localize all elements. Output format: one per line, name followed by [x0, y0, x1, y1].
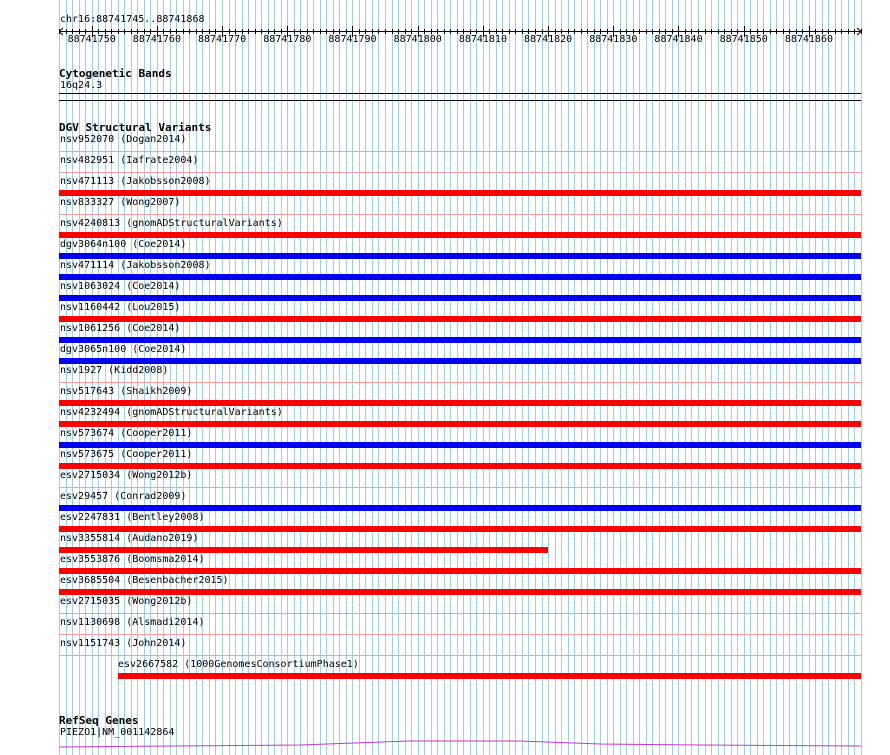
ruler-tick-label: 88741840: [654, 34, 703, 45]
dgv-feature-bar[interactable]: [59, 316, 861, 322]
dgv-feature-label[interactable]: esv2715034 (Wong2012b): [60, 470, 193, 481]
ruler-tick-label: 88741770: [198, 34, 247, 45]
ruler-tick-label: 88741780: [263, 34, 312, 45]
ruler-tick-label: 88741760: [132, 34, 181, 45]
refseq-track-title: RefSeq Genes: [59, 714, 139, 727]
dgv-feature-bar[interactable]: [59, 232, 861, 238]
dgv-feature-bar[interactable]: [59, 421, 861, 427]
dgv-feature-label[interactable]: nsv1160442 (Lou2015): [60, 302, 181, 313]
dgv-feature-label[interactable]: nsv833327 (Wong2007): [60, 197, 181, 208]
ruler-tick-label: 88741850: [719, 34, 768, 45]
dgv-feature-label[interactable]: nsv482951 (Iafrate2004): [60, 155, 199, 166]
dgv-feature-label[interactable]: nsv4240813 (gnomADStructuralVariants): [60, 218, 283, 229]
ruler-tick-label: 88741810: [458, 34, 507, 45]
dgv-feature-label[interactable]: nsv952070 (Dogan2014): [60, 134, 187, 145]
dgv-feature-bar[interactable]: [59, 526, 861, 532]
dgv-feature-bar[interactable]: [59, 547, 548, 553]
ruler-tick-label: 88741800: [393, 34, 442, 45]
dgv-feature-bar[interactable]: [59, 337, 861, 343]
dgv-feature-label[interactable]: nsv573675 (Cooper2011): [60, 449, 193, 460]
dgv-feature-label[interactable]: dgv3064n100 (Coe2014): [60, 239, 187, 250]
dgv-feature-label[interactable]: nsv1151743 (John2014): [60, 638, 187, 649]
dgv-feature-label[interactable]: esv2715035 (Wong2012b): [60, 596, 193, 607]
dgv-feature-label[interactable]: esv2247831 (Bentley2008): [60, 512, 205, 523]
dgv-feature-label[interactable]: nsv3355814 (Audano2019): [60, 533, 199, 544]
dgv-feature-bar[interactable]: [59, 295, 861, 301]
dgv-feature-bar[interactable]: [59, 568, 861, 574]
dgv-feature-label[interactable]: esv3553876 (Boomsma2014): [60, 554, 205, 565]
ruler-tick-label: 88741860: [784, 34, 833, 45]
dgv-feature-label[interactable]: dgv3065n100 (Coe2014): [60, 344, 187, 355]
dgv-feature-label[interactable]: esv3685504 (Besenbacher2015): [60, 575, 229, 586]
dgv-feature-bar[interactable]: [59, 190, 861, 196]
dgv-feature-bar[interactable]: [59, 400, 861, 406]
dgv-feature-label[interactable]: nsv1063024 (Coe2014): [60, 281, 181, 292]
ruler-tick-label: 88741820: [524, 34, 573, 45]
ruler-arrow-left: [857, 28, 861, 32]
cytoband-track-title: Cytogenetic Bands: [59, 67, 172, 80]
dgv-track-title: DGV Structural Variants: [59, 121, 212, 134]
dgv-feature-bar[interactable]: [59, 463, 861, 469]
dgv-feature-label[interactable]: nsv1130698 (Alsmadi2014): [60, 617, 205, 628]
dgv-feature-bar[interactable]: [59, 274, 861, 280]
dgv-feature-bar[interactable]: [118, 673, 861, 679]
ruler-arrow-right: [857, 32, 861, 36]
ruler-tick-label: 88741830: [589, 34, 638, 45]
dgv-feature-bar[interactable]: [59, 442, 861, 448]
refseq-gene-label[interactable]: PIEZO1|NM_001142864: [60, 727, 175, 738]
dgv-feature-label[interactable]: nsv1927 (Kidd2008): [60, 365, 169, 376]
dgv-feature-bar[interactable]: [59, 358, 861, 364]
dgv-feature-label[interactable]: nsv573674 (Cooper2011): [60, 428, 193, 439]
ruler-tick-label: 88741750: [67, 34, 116, 45]
dgv-feature-label[interactable]: nsv471114 (Jakobsson2008): [60, 260, 211, 271]
dgv-feature-label[interactable]: esv2667582 (1000GenomesConsortiumPhase1): [118, 659, 359, 670]
refseq-gene-line[interactable]: [59, 741, 861, 747]
dgv-feature-bar[interactable]: [59, 253, 861, 259]
dgv-feature-label[interactable]: nsv471113 (Jakobsson2008): [60, 176, 211, 187]
ruler-region-label: chr16:88741745..88741868: [60, 14, 205, 25]
dgv-feature-label[interactable]: nsv517643 (Shaikh2009): [60, 386, 193, 397]
dgv-feature-label[interactable]: nsv4232494 (gnomADStructuralVariants): [60, 407, 283, 418]
cytoband-name[interactable]: 16q24.3: [60, 80, 103, 91]
dgv-feature-label[interactable]: nsv1061256 (Coe2014): [60, 323, 181, 334]
ruler-tick-label: 88741790: [328, 34, 377, 45]
dgv-feature-bar[interactable]: [59, 589, 861, 595]
dgv-feature-bar[interactable]: [59, 505, 861, 511]
dgv-feature-label[interactable]: esv29457 (Conrad2009): [60, 491, 187, 502]
